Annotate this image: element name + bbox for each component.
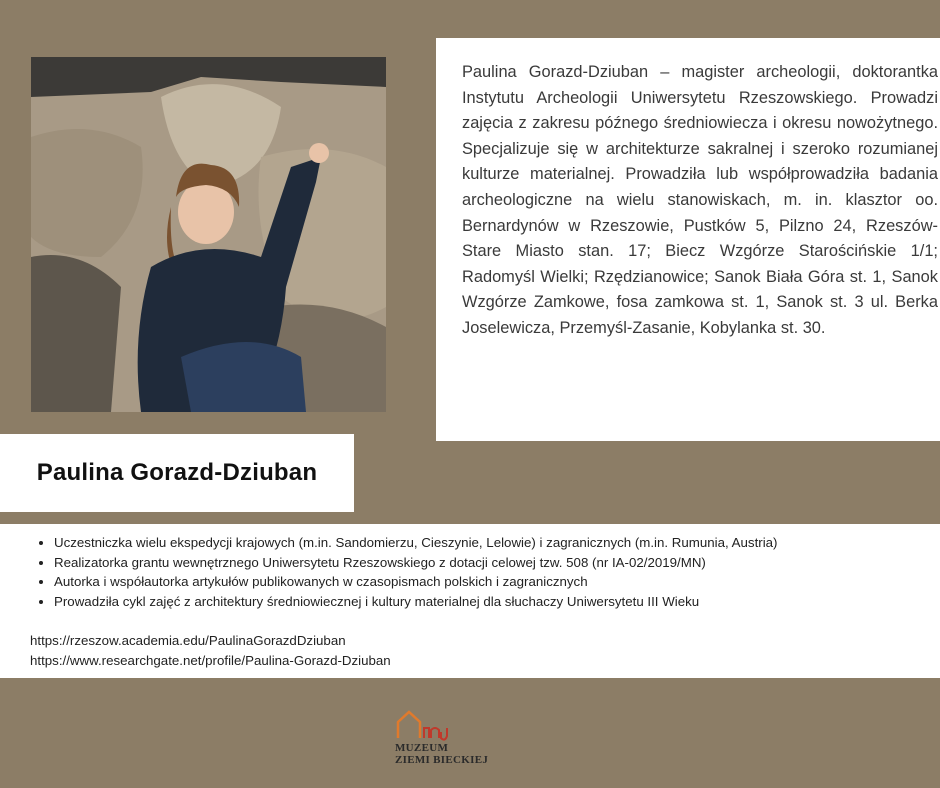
achievements-list bbox=[30, 533, 940, 611]
logo-text-line2: ZIEMI BIECKIEJ bbox=[395, 754, 489, 766]
list-item: • Uczestniczka wielu ekspedycji krajowych (m.in. Sandomierzu, Cieszynie, Lelowie) i zagranicznych (m.in. Rumunia, Austria) bbox=[54, 533, 940, 553]
museum-house-icon bbox=[395, 708, 455, 742]
list-item: • Autorka i współautorka artykułów publikowanych w czasopismach polskich i zagranicznych bbox=[54, 572, 940, 592]
museum-logo bbox=[395, 708, 515, 772]
logo-text-line1: MUZEUM bbox=[395, 742, 449, 754]
details-panel bbox=[0, 524, 940, 678]
person-name: Paulina Gorazd-Dziuban bbox=[36, 459, 318, 486]
academia-link[interactable]: https://rzeszow.academia.edu/PaulinaGorazdDziuban bbox=[30, 633, 346, 648]
researchgate-link[interactable]: https://www.researchgate.net/profile/Paulina-Gorazd-Dziuban bbox=[30, 652, 391, 668]
bio-text: Paulina Gorazd-Dziuban – magister archeologii, doktorantka Instytutu Archeologii Uniwersytetu Rzeszowskiego. Prowadzi zajęcia z zakresu późnego średniowiecza i okresu nowożytnego. Specjalizuje się w architekturze sakralnej i szeroko rozumianej kulturze materialnej. Prowadziła lub współprowadziła badania archeologiczne na wielu stanowiskach, m. in. klasztor oo. Bernardynów w Rzeszowie, Pustków 5, Pilzno 24, Rzeszów-Stare Miasto stan. 17; Biecz Wzgórze Starościńskie 1/1; Radomyśl Wielki; Rzędzianowice; Sanok Biała Góra st. 1, Sanok Wzgórze Zamkowe, fosa zamkowa st. 1, Sanok st. 3 ul. Berka Joselewicza, Przemyśl-Zasanie, Kobylanka st. 30. bbox=[462, 63, 938, 337]
list-item: • Realizatorka grantu wewnętrznego Uniwersytetu Rzeszowskiego z dotacji celowej tzw. 508 (nr IA-02/2019/MN) bbox=[54, 553, 940, 573]
bio-panel bbox=[436, 38, 940, 441]
links-section bbox=[30, 631, 940, 670]
list-item: • Prowadziła cykl zajęć z architektury średniowiecznej i kultury materialnej dla słuchaczy Uniwersytetu III Wieku bbox=[54, 592, 940, 612]
portrait-photo bbox=[31, 57, 386, 412]
name-panel bbox=[0, 434, 354, 512]
